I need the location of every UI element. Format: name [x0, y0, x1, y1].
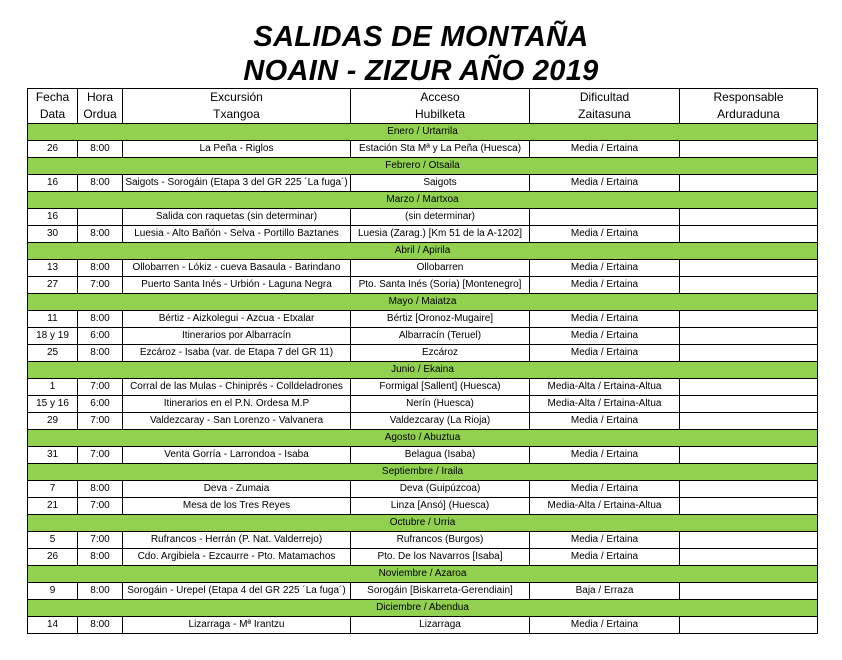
cell-dificultad: Media / Ertaina	[530, 311, 680, 328]
cell-acceso: Formigal [Sallent] (Huesca)	[351, 379, 530, 396]
table-row	[28, 226, 818, 243]
table-row	[28, 260, 818, 277]
table-row	[28, 583, 818, 600]
cell-dificultad: Media / Ertaina	[530, 447, 680, 464]
cell-dificultad: Media / Ertaina	[530, 413, 680, 430]
header-ordua: Ordua	[78, 106, 123, 124]
cell-responsable	[680, 277, 818, 294]
cell-fecha: 13	[28, 260, 78, 277]
header-arduraduna: Arduraduna	[680, 106, 818, 124]
cell-dificultad: Media-Alta / Ertaina-Altua	[530, 379, 680, 396]
cell-dificultad: Media / Ertaina	[530, 617, 680, 634]
header-excursion: Excursión	[123, 89, 351, 107]
table-row	[28, 379, 818, 396]
cell-acceso: Luesia (Zarag.) [Km 51 de la A-1202]	[351, 226, 530, 243]
cell-responsable	[680, 498, 818, 515]
cell-responsable	[680, 260, 818, 277]
header-data: Data	[28, 106, 78, 124]
table-row	[28, 447, 818, 464]
cell-acceso: Ezcároz	[351, 345, 530, 362]
cell-acceso: Albarracín (Teruel)	[351, 328, 530, 345]
cell-excursion: Mesa de los Tres Reyes	[123, 498, 351, 515]
month-label: Agosto / Abuztua	[28, 430, 818, 447]
cell-excursion: Venta Gorría - Larrondoa - Isaba	[123, 447, 351, 464]
header-fecha: Fecha	[28, 89, 78, 107]
cell-dificultad: Media-Alta / Ertaina-Altua	[530, 396, 680, 413]
month-header-row	[28, 430, 818, 447]
header-zaitasuna: Zaitasuna	[530, 106, 680, 124]
cell-hora: 7:00	[78, 277, 123, 294]
cell-responsable	[680, 447, 818, 464]
cell-excursion: Ollobarren - Lókiz - cueva Basaula - Barindano	[123, 260, 351, 277]
cell-fecha: 18 y 19	[28, 328, 78, 345]
cell-dificultad	[530, 209, 680, 226]
cell-excursion: Bértiz - Aizkolegui - Azcua - Etxalar	[123, 311, 351, 328]
month-label: Octubre / Urria	[28, 515, 818, 532]
title-line-1: SALIDAS DE MONTAÑA	[253, 21, 589, 53]
month-header-row	[28, 566, 818, 583]
cell-hora: 7:00	[78, 498, 123, 515]
month-label: Abril / Apirila	[28, 243, 818, 260]
cell-fecha: 11	[28, 311, 78, 328]
cell-fecha: 16	[28, 209, 78, 226]
month-header-row	[28, 464, 818, 481]
cell-responsable	[680, 413, 818, 430]
month-header-row	[28, 362, 818, 379]
table-row	[28, 481, 818, 498]
cell-fecha: 29	[28, 413, 78, 430]
cell-dificultad: Media / Ertaina	[530, 328, 680, 345]
table-row	[28, 498, 818, 515]
month-header-row	[28, 124, 818, 141]
cell-dificultad: Media-Alta / Ertaina-Altua	[530, 498, 680, 515]
cell-hora: 7:00	[78, 413, 123, 430]
cell-acceso: Linza [Ansó] (Huesca)	[351, 498, 530, 515]
cell-responsable	[680, 379, 818, 396]
cell-excursion: Corral de las Mulas - Chiniprés - Colldeladrones	[123, 379, 351, 396]
cell-acceso: Rufrancos (Burgos)	[351, 532, 530, 549]
cell-acceso: Estación Sta Mª y La Peña (Huesca)	[351, 141, 530, 158]
cell-acceso: Saigots	[351, 175, 530, 192]
cell-fecha: 5	[28, 532, 78, 549]
table-row	[28, 277, 818, 294]
header-txangoa: Txangoa	[123, 106, 351, 124]
title-line-2: NOAIN - ZIZUR AÑO 2019	[243, 55, 599, 87]
cell-fecha: 15 y 16	[28, 396, 78, 413]
cell-acceso: (sin determinar)	[351, 209, 530, 226]
cell-responsable	[680, 175, 818, 192]
cell-excursion: Puerto Santa Inés - Urbión - Laguna Negra	[123, 277, 351, 294]
cell-excursion: Rufrancos - Herrán (P. Nat. Valderrejo)	[123, 532, 351, 549]
cell-responsable	[680, 583, 818, 600]
cell-dificultad: Media / Ertaina	[530, 175, 680, 192]
cell-hora: 7:00	[78, 532, 123, 549]
month-label: Marzo / Martxoa	[28, 192, 818, 209]
cell-fecha: 30	[28, 226, 78, 243]
cell-excursion: Deva - Zumaia	[123, 481, 351, 498]
cell-fecha: 25	[28, 345, 78, 362]
cell-responsable	[680, 481, 818, 498]
table-row	[28, 532, 818, 549]
header-acceso: Acceso	[351, 89, 530, 107]
cell-responsable	[680, 141, 818, 158]
cell-hora: 8:00	[78, 583, 123, 600]
cell-dificultad: Media / Ertaina	[530, 226, 680, 243]
cell-hora: 8:00	[78, 549, 123, 566]
cell-fecha: 16	[28, 175, 78, 192]
cell-excursion: Salida con raquetas (sin determinar)	[123, 209, 351, 226]
cell-hora: 7:00	[78, 379, 123, 396]
cell-fecha: 9	[28, 583, 78, 600]
cell-responsable	[680, 549, 818, 566]
cell-responsable	[680, 328, 818, 345]
month-label: Junio / Ekaina	[28, 362, 818, 379]
cell-dificultad: Baja / Erraza	[530, 583, 680, 600]
cell-excursion: La Peña - Riglos	[123, 141, 351, 158]
month-header-row	[28, 158, 818, 175]
month-header-row	[28, 294, 818, 311]
cell-responsable	[680, 345, 818, 362]
table-row	[28, 209, 818, 226]
cell-excursion: Cdo. Argibiela - Ezcaurre - Pto. Matamachos	[123, 549, 351, 566]
cell-excursion: Sorogáin - Urepel (Etapa 4 del GR 225 ´La fuga´)	[123, 583, 351, 600]
cell-dificultad: Media / Ertaina	[530, 549, 680, 566]
month-label: Noviembre / Azaroa	[28, 566, 818, 583]
cell-fecha: 27	[28, 277, 78, 294]
table-row	[28, 141, 818, 158]
header-hora: Hora	[78, 89, 123, 107]
header-row-spanish	[28, 89, 818, 107]
cell-acceso: Belagua (Isaba)	[351, 447, 530, 464]
cell-acceso: Pto. De los Navarros [Isaba]	[351, 549, 530, 566]
cell-excursion: Luesia - Alto Bañón - Selva - Portillo Baztanes	[123, 226, 351, 243]
table-row	[28, 549, 818, 566]
header-hubilketa: Hubilketa	[351, 106, 530, 124]
cell-excursion: Ezcároz - Isaba (var. de Etapa 7 del GR 11)	[123, 345, 351, 362]
cell-excursion: Valdezcaray - San Lorenzo - Valvanera	[123, 413, 351, 430]
cell-responsable	[680, 532, 818, 549]
table-row	[28, 345, 818, 362]
cell-hora	[78, 209, 123, 226]
cell-dificultad: Media / Ertaina	[530, 277, 680, 294]
cell-fecha: 21	[28, 498, 78, 515]
cell-excursion: Itinerarios en el P.N. Ordesa M.P	[123, 396, 351, 413]
cell-fecha: 7	[28, 481, 78, 498]
schedule-table	[27, 88, 818, 634]
table-row	[28, 396, 818, 413]
cell-acceso: Nerín (Huesca)	[351, 396, 530, 413]
month-header-row	[28, 515, 818, 532]
cell-excursion: Saigots - Sorogáin (Etapa 3 del GR 225 ´La fuga´)	[123, 175, 351, 192]
cell-responsable	[680, 617, 818, 634]
cell-hora: 8:00	[78, 311, 123, 328]
cell-dificultad: Media / Ertaina	[530, 532, 680, 549]
month-header-row	[28, 600, 818, 617]
cell-hora: 8:00	[78, 345, 123, 362]
header-dificultad: Dificultad	[530, 89, 680, 107]
cell-hora: 8:00	[78, 226, 123, 243]
cell-hora: 8:00	[78, 481, 123, 498]
cell-fecha: 26	[28, 549, 78, 566]
table-row	[28, 413, 818, 430]
month-label: Diciembre / Abendua	[28, 600, 818, 617]
cell-excursion: Lizarraga - Mª Irantzu	[123, 617, 351, 634]
cell-acceso: Pto. Santa Inés (Soria) [Montenegro]	[351, 277, 530, 294]
cell-responsable	[680, 311, 818, 328]
cell-hora: 6:00	[78, 328, 123, 345]
cell-responsable	[680, 396, 818, 413]
cell-acceso: Lizarraga	[351, 617, 530, 634]
cell-acceso: Sorogáin [Biskarreta-Gerendiain]	[351, 583, 530, 600]
month-label: Febrero / Otsaila	[28, 158, 818, 175]
cell-hora: 8:00	[78, 141, 123, 158]
month-header-row	[28, 192, 818, 209]
cell-acceso: Valdezcaray (La Rioja)	[351, 413, 530, 430]
cell-dificultad: Media / Ertaina	[530, 141, 680, 158]
month-label: Mayo / Maiatza	[28, 294, 818, 311]
table-row	[28, 311, 818, 328]
cell-acceso: Ollobarren	[351, 260, 530, 277]
cell-dificultad: Media / Ertaina	[530, 260, 680, 277]
table-row	[28, 617, 818, 634]
header-row-basque	[28, 106, 818, 124]
cell-fecha: 14	[28, 617, 78, 634]
cell-fecha: 31	[28, 447, 78, 464]
table-row	[28, 175, 818, 192]
month-label: Enero / Urtarrila	[28, 124, 818, 141]
cell-acceso: Deva (Guipúzcoa)	[351, 481, 530, 498]
cell-fecha: 26	[28, 141, 78, 158]
month-header-row	[28, 243, 818, 260]
table-row	[28, 328, 818, 345]
cell-hora: 6:00	[78, 396, 123, 413]
cell-hora: 8:00	[78, 617, 123, 634]
cell-responsable	[680, 226, 818, 243]
cell-hora: 8:00	[78, 260, 123, 277]
cell-acceso: Bértiz [Oronoz-Mugaire]	[351, 311, 530, 328]
cell-fecha: 1	[28, 379, 78, 396]
cell-dificultad: Media / Ertaina	[530, 481, 680, 498]
cell-responsable	[680, 209, 818, 226]
cell-dificultad: Media / Ertaina	[530, 345, 680, 362]
cell-excursion: Itinerarios por Albarracín	[123, 328, 351, 345]
cell-hora: 8:00	[78, 175, 123, 192]
header-responsable: Responsable	[680, 89, 818, 107]
month-label: Septiembre / Iraila	[28, 464, 818, 481]
cell-hora: 7:00	[78, 447, 123, 464]
